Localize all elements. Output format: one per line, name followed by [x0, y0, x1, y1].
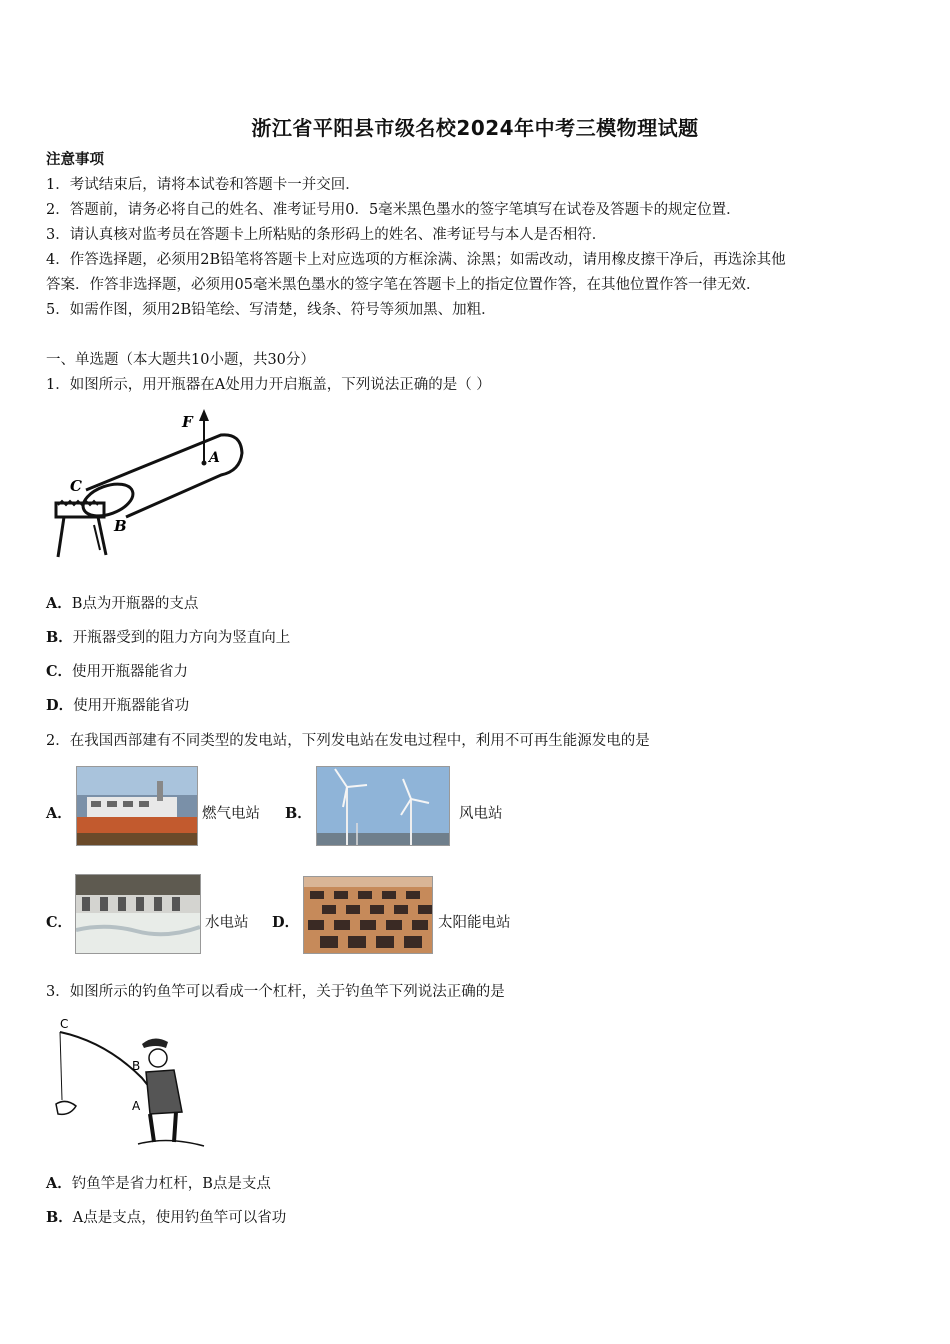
q2-stem: 2．在我国西部建有不同类型的发电站，下列发电站在发电过程中，利用不可再生能源发电的是 — [46, 733, 650, 749]
q1-option-a: A．B点为开瓶器的支点 — [46, 595, 199, 612]
notice-item-1: 1．考试结束后，请将本试卷和答题卡一并交回． — [46, 177, 360, 193]
q2-option-a-letter: A． — [46, 805, 72, 822]
page-title: 浙江省平阳县市级名校2024年中考三模物理试题 — [251, 116, 699, 140]
q2-option-b-text: 风电站 — [459, 806, 503, 822]
solar-power-station-image — [303, 876, 433, 954]
notice-item-4-cont: 答案．作答非选择题，必须用05毫米黑色墨水的签字笔在答题卡上的指定位置作答，在其他位置作答一律无效． — [46, 277, 761, 293]
wind-power-station-image — [316, 766, 450, 846]
notice-item-3: 3．请认真核对监考员在答题卡上所粘贴的条形码上的姓名、准考证号与本人是否相符． — [46, 227, 607, 243]
notice-heading: 注意事项 — [46, 151, 104, 168]
notice-item-5: 5．如需作图，须用2B铅笔绘、写清楚，线条、符号等须加黑、加粗． — [46, 302, 496, 318]
q1-option-d: D．使用开瓶器能省功 — [46, 697, 190, 714]
notice-item-4: 4．作答选择题，必须用2B铅笔将答题卡上对应选项的方框涂满、涂黑；如需改动，请用橡皮擦干净后，再选涂其他 — [46, 252, 786, 268]
label-b: B — [114, 517, 127, 535]
fishing-rod-figure — [46, 1012, 216, 1154]
q2-option-c-letter: C． — [46, 914, 73, 931]
q3-option-b: B．A点是支点，使用钓鱼竿可以省功 — [46, 1209, 287, 1226]
q1-option-b: B．开瓶器受到的阻力方向为竖直向上 — [46, 629, 291, 646]
q1-stem: 1．如图所示，用开瓶器在A处用力开启瓶盖，下列说法正确的是（ ） — [46, 377, 491, 393]
label-f: F — [182, 413, 193, 431]
bottle-opener-figure — [46, 405, 256, 565]
label-c: C — [60, 1017, 69, 1031]
label-b: B — [132, 1059, 141, 1073]
q2-option-a-text: 燃气电站 — [202, 806, 260, 822]
q3-stem: 3．如图所示的钓鱼竿可以看成一个杠杆，关于钓鱼竿下列说法正确的是 — [46, 984, 505, 1000]
label-a: A — [209, 450, 220, 466]
hydro-power-station-image — [75, 874, 201, 954]
q2-option-d-letter: D． — [272, 914, 300, 931]
q2-option-d-text: 太阳能电站 — [438, 915, 511, 931]
label-a: A — [132, 1099, 141, 1113]
q3-option-a: A．钓鱼竿是省力杠杆，B点是支点 — [46, 1175, 271, 1192]
q2-option-c-text: 水电站 — [205, 915, 249, 931]
label-c: C — [70, 477, 82, 495]
gas-power-station-image — [76, 766, 198, 846]
q2-option-b-letter: B． — [285, 805, 312, 822]
q1-option-c: C．使用开瓶器能省力 — [46, 663, 189, 680]
section-heading: 一、单选题（本大题共10小题，共30分） — [46, 352, 315, 368]
notice-item-2: 2．答题前，请务必将自己的姓名、准考证号用0．5毫米黑色墨水的签字笔填写在试卷及答题卡的规定位置． — [46, 202, 741, 218]
